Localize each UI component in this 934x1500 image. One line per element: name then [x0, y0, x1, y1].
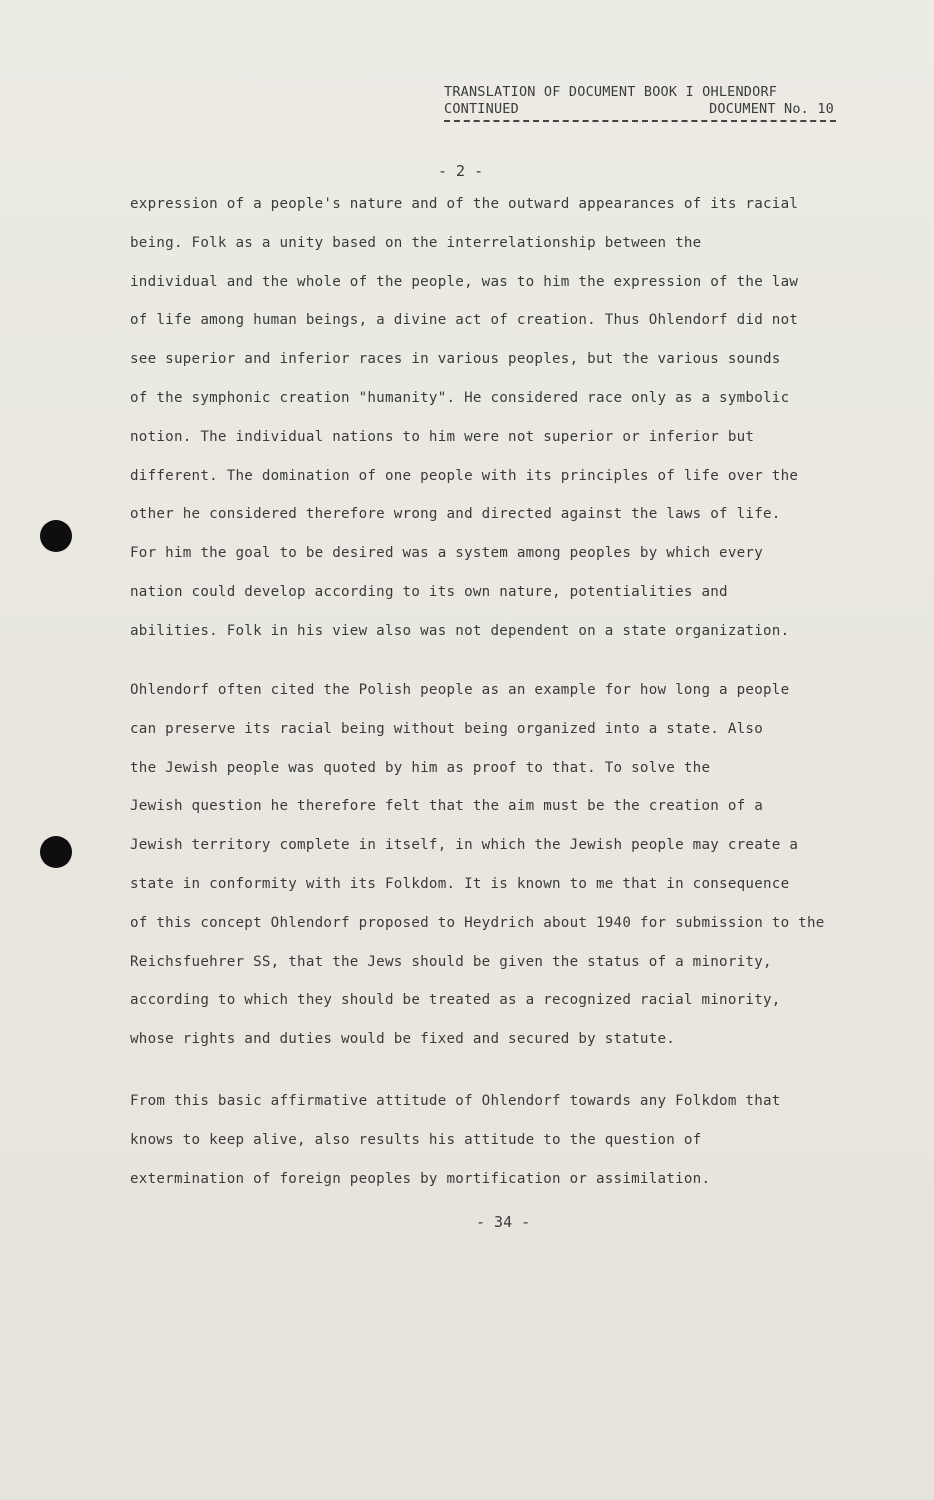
- text-line: according to which they should be treated as a recognized racial minority,: [130, 992, 781, 1009]
- page-section-number: - 2 -: [438, 162, 484, 180]
- text-line: Reichsfuehrer SS, that the Jews should be given the status of a minority,: [130, 953, 772, 970]
- page-number: - 34 -: [476, 1213, 531, 1231]
- paragraph-1: [130, 196, 890, 662]
- text-line: For him the goal to be desired was a system among peoples by which every: [130, 545, 763, 562]
- punch-hole: [40, 520, 72, 552]
- text-line: extermination of foreign peoples by mortification or assimilation.: [130, 1170, 711, 1187]
- document-header: [444, 84, 836, 122]
- text-line: nation could develop according to its own nature, potentialities and: [130, 583, 728, 600]
- paragraph-3: [130, 1093, 890, 1209]
- text-line: whose rights and duties would be fixed and secured by statute.: [130, 1031, 676, 1048]
- header-document-number: DOCUMENT No. 10: [709, 101, 834, 117]
- text-line: state in conformity with its Folkdom. It is known to me that in consequence: [130, 875, 790, 892]
- header-rule: [444, 120, 836, 122]
- text-line: knows to keep alive, also results his attitude to the question of: [130, 1131, 702, 1148]
- text-line: expression of a people's nature and of the outward appearances of its racial: [130, 196, 799, 212]
- text-line: can preserve its racial being without being organized into a state. Also: [130, 720, 763, 737]
- text-line: other he considered therefore wrong and directed against the laws of life.: [130, 506, 781, 523]
- text-line: of the symphonic creation "humanity". He considered race only as a symbolic: [130, 389, 790, 406]
- text-line: notion. The individual nations to him were not superior or inferior but: [130, 428, 755, 445]
- text-line: individual and the whole of the people, was to him the expression of the law: [130, 273, 799, 290]
- paragraph-2: [130, 682, 890, 1070]
- header-continued: CONTINUED: [444, 101, 519, 117]
- text-line: different. The domination of one people with its principles of life over the: [130, 467, 799, 484]
- header-subline: [444, 101, 834, 118]
- punch-hole: [40, 836, 72, 868]
- text-line: abilities. Folk in his view also was not dependent on a state organization.: [130, 622, 790, 639]
- text-line: the Jewish people was quoted by him as proof to that. To solve the: [130, 759, 711, 776]
- text-line: of life among human beings, a divine act of creation. Thus Ohlendorf did not: [130, 312, 799, 329]
- text-line: Ohlendorf often cited the Polish people as an example for how long a people: [130, 682, 790, 698]
- header-title: TRANSLATION OF DOCUMENT BOOK I OHLENDORF: [444, 84, 778, 100]
- text-line: of this concept Ohlendorf proposed to Heydrich about 1940 for submission to the: [130, 914, 825, 931]
- text-line: being. Folk as a unity based on the interrelationship between the: [130, 234, 702, 251]
- text-line: From this basic affirmative attitude of Ohlendorf towards any Folkdom that: [130, 1093, 781, 1109]
- text-line: Jewish territory complete in itself, in which the Jewish people may create a: [130, 837, 799, 854]
- text-line: see superior and inferior races in various peoples, but the various sounds: [130, 351, 781, 368]
- text-line: Jewish question he therefore felt that the aim must be the creation of a: [130, 798, 763, 815]
